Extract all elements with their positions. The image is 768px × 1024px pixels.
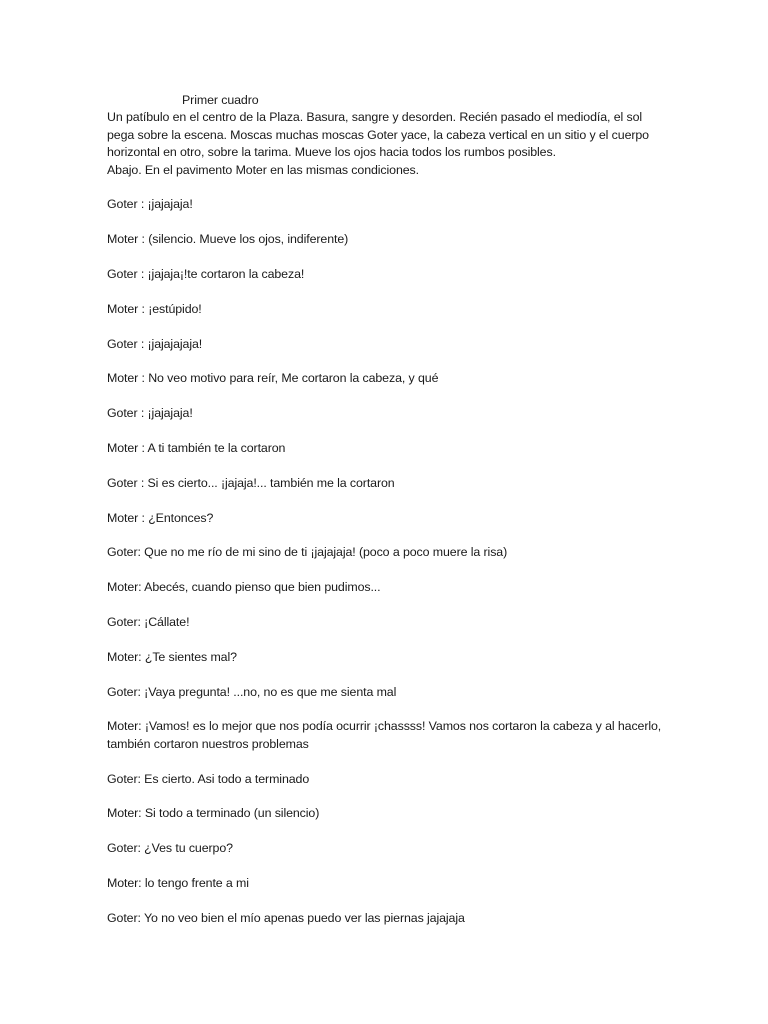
dialogue-line: Moter : ¿Entonces? <box>107 510 214 525</box>
stage-direction-line: horizontal en otro, sobre la tarima. Mueve los ojos hacia todos los rumbos posibles. <box>107 145 556 160</box>
stage-direction-line: Un patíbulo en el centro de la Plaza. Basura, sangre y desorden. Recién pasado el mediodía, el sol <box>107 110 643 125</box>
dialogue-line: Goter: Es cierto. Asi todo a terminado <box>107 771 310 786</box>
stage-direction-line: Abajo. En el pavimento Moter en las mismas condiciones. <box>107 162 419 177</box>
dialogue-line: Moter : ¡estúpido! <box>107 301 202 316</box>
dialogue-line: Moter: ¿Te sientes mal? <box>107 649 237 664</box>
dialogue-line: Moter : (silencio. Mueve los ojos, indiferente) <box>107 232 349 247</box>
dialogue-line: Moter: Si todo a terminado (un silencio) <box>107 806 320 821</box>
dialogue-line: Goter: ¡Cállate! <box>107 614 190 629</box>
dialogue-line: Moter: ¡Vamos! es lo mejor que nos podía ocurrir ¡chassss! Vamos nos cortaron la cabeza y al hacerlo, también cortaron nuestros problemas <box>107 719 662 751</box>
dialogue-line: Goter: Yo no veo bien el mío apenas puedo ver las piernas jajajaja <box>107 910 465 925</box>
dialogue-line: Goter : ¡jajajajaja! <box>107 336 203 351</box>
dialogue-line: Goter : ¡jajajaja! <box>107 406 193 421</box>
stage-direction <box>107 109 667 179</box>
dialogue-line: Goter: Que no me río de mi sino de ti ¡jajajaja! (poco a poco muere la risa) <box>107 545 508 560</box>
dialogue-line: Moter: Abecés, cuando pienso que bien pudimos... <box>107 580 381 595</box>
dialogue-line: Goter : ¡jajajaja! <box>107 197 193 212</box>
dialogue-line: Goter : ¡jajaja¡!te cortaron la cabeza! <box>107 267 305 282</box>
dialogue-line: Goter: ¡Vaya pregunta! ...no, no es que me sienta mal <box>107 684 397 699</box>
scene-heading: Primer cuadro <box>182 93 259 107</box>
dialogue-line: Goter : Si es cierto... ¡jajaja!... también me la cortaron <box>107 475 395 490</box>
stage-direction-line: pega sobre la escena. Moscas muchas moscas Goter yace, la cabeza vertical en un sitio y el cuerpo <box>107 127 649 142</box>
dialogue-line: Moter: lo tengo frente a mi <box>107 875 249 890</box>
dialogue-line: Goter: ¿Ves tu cuerpo? <box>107 841 233 856</box>
dialogue-list <box>107 196 667 927</box>
dialogue-line: Moter : A ti también te la cortaron <box>107 441 286 455</box>
dialogue-line: Moter : No veo motivo para reír, Me cortaron la cabeza, y qué <box>107 371 439 386</box>
document-page <box>107 92 667 945</box>
